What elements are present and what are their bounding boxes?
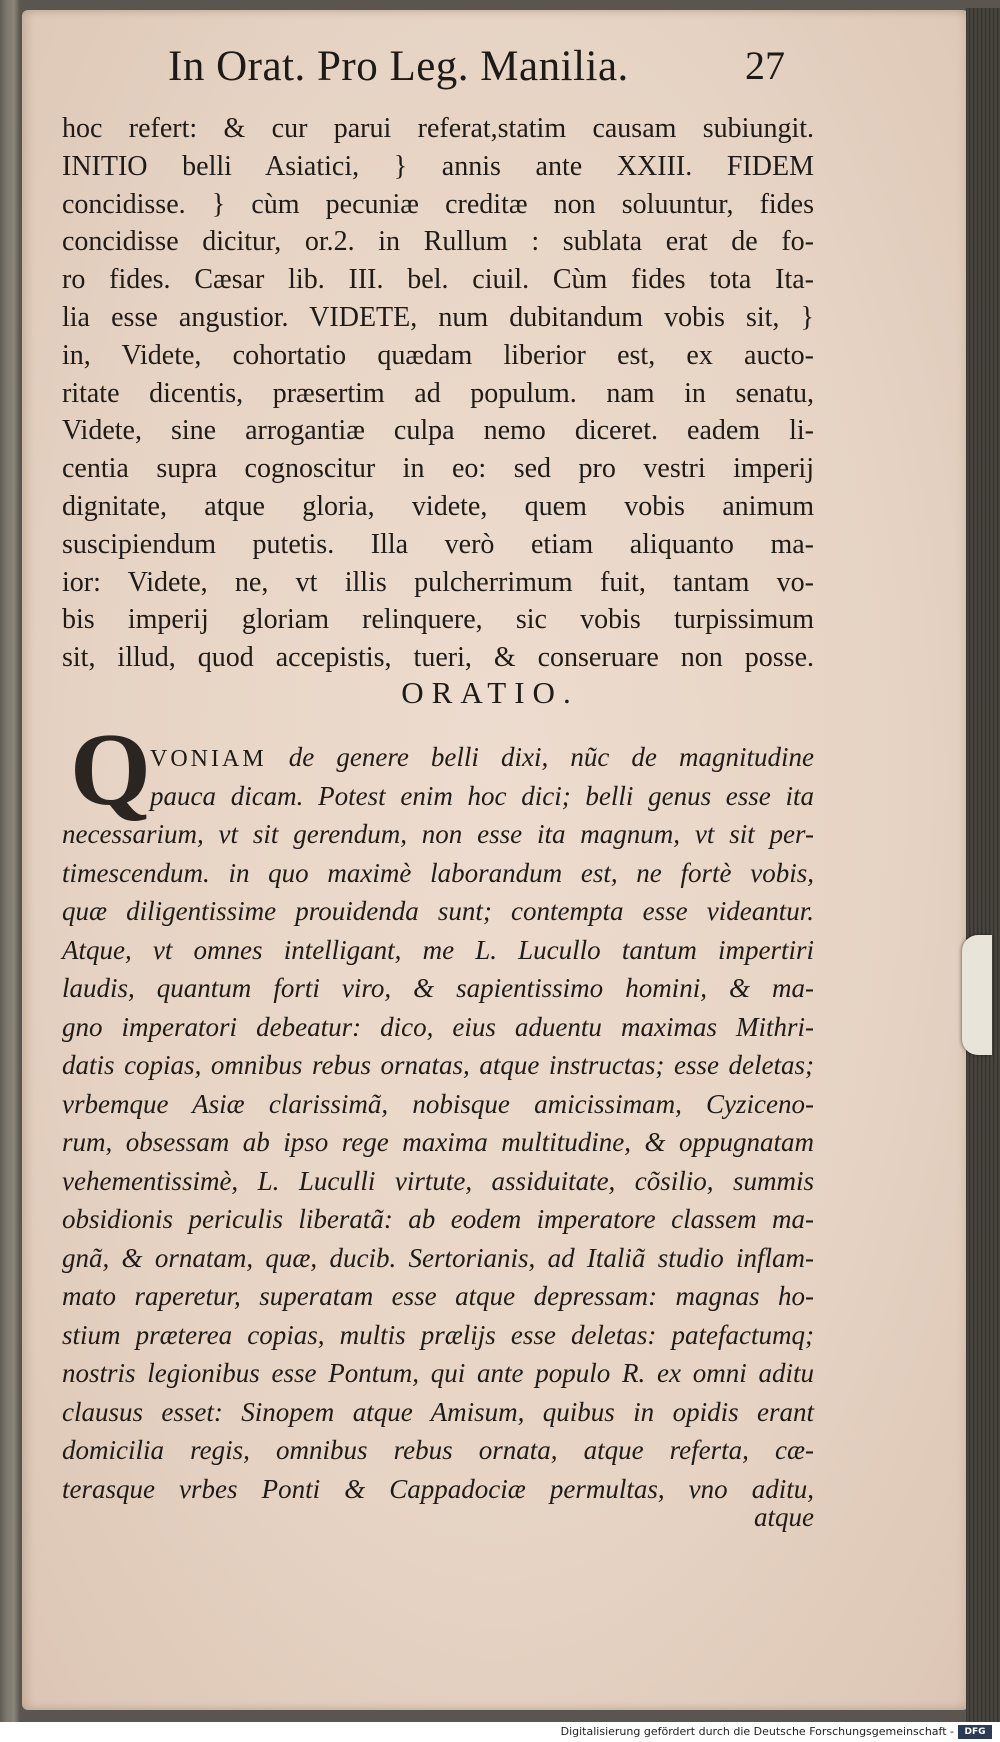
running-head: [0, 42, 1000, 102]
oration-line: clausus esset: Sinopem atque Amisum, quibus in opidis erant: [62, 1396, 814, 1427]
running-head-title: In Orat. Pro Leg. Manilia.: [168, 43, 629, 90]
commentary-line: ritate dicentis, præsertim ad populum. nam in senatu,: [62, 377, 814, 409]
oration-line: nostris legionibus esse Pontum, qui ante populo R. ex omni aditu: [62, 1358, 814, 1388]
commentary-line: concidisse. } cùm pecuniæ creditæ non soluuntur, fides: [62, 188, 814, 220]
oration-line: gno imperatori debeatur: dico, eius aduentu maximas Mithri-: [62, 1011, 814, 1042]
commentary-line: Videte, sine arrogantiæ culpa nemo diceret. eadem li-: [62, 415, 814, 447]
oration-line: rum, obsessam ab ipso rege maxima multitudine, & oppugnatam: [62, 1127, 814, 1157]
drop-cap: Q: [70, 712, 151, 827]
oration-first-word: VONIAM: [150, 746, 267, 772]
oration-line: datis copias, omnibus rebus ornatas, atque instructas; esse deletas;: [62, 1050, 814, 1080]
oration-line: pauca dicam. Potest enim hoc dici; belli genus esse ita: [150, 780, 814, 811]
commentary-line: concidisse dicitur, or.2. in Rullum : sublata erat de fo-: [62, 226, 814, 258]
page-tab: [962, 935, 992, 1055]
commentary-line: hoc refert: & cur parui referat,statim causam subiungit.: [62, 113, 814, 144]
commentary-line: dignitate, atque gloria, videte, quem vobis animum: [62, 490, 814, 522]
oration-block: [62, 738, 814, 1508]
oration-line: vehementissimè, L. Luculli virtute, assiduitate, cõsilio, summis: [62, 1165, 814, 1196]
oration-line: de genere belli dixi, nũc de magnitudine: [288, 742, 815, 772]
commentary-block: [62, 110, 814, 677]
page-edges: [966, 8, 1000, 1728]
oration-heading: [0, 675, 1000, 711]
digitization-footer: [0, 1722, 1000, 1742]
commentary-line: in, Videte, cohortatio quædam liberior est, ex aucto-: [62, 339, 814, 371]
commentary-line: sit, illud, quod accepistis, tueri, & conseruare non posse.: [62, 642, 814, 674]
commentary-line: ior: Videte, ne, vt illis pulcherrimum fuit, tantam vo-: [62, 566, 814, 598]
oration-line: gnã, & ornatam, quæ, ducib. Sertorianis, ad Italiã studio inflam-: [62, 1242, 814, 1273]
dfg-logo: DFG: [958, 1725, 992, 1739]
oration-line: obsidionis periculis liberatã: ab eodem imperatore classem ma-: [62, 1204, 814, 1234]
oration-line: necessarium, vt sit gerendum, non esse ita magnum, vt sit per-: [62, 819, 814, 849]
oration-line: terasque vrbes Ponti & Cappadociæ permultas, vno aditu,: [62, 1473, 814, 1504]
oration-line: laudis, quantum forti viro, & sapientissimo homini, & ma-: [62, 973, 814, 1003]
commentary-line: lia esse angustior. VIDETE, num dubitandum vobis sit, }: [62, 301, 814, 333]
oration-line: quæ diligentissime prouidenda sunt; contempta esse videantur.: [62, 896, 814, 926]
oration-line: Atque, vt omnes intelligant, me L. Lucullo tantum impertiri: [62, 934, 814, 965]
oration-line: domicilia regis, omnibus rebus ornata, atque referta, cæ-: [62, 1435, 814, 1465]
commentary-line: centia supra cognoscitur in eo: sed pro vestri imperij: [62, 453, 814, 485]
oration-line: stium præterea copias, multis prælijs esse deletas: patefactumq;: [62, 1319, 814, 1350]
page-number: 27: [745, 43, 785, 88]
oration-line: vrbemque Asiæ clarissimã, nobisque amicissimam, Cyziceno-: [62, 1088, 814, 1119]
catchword: atque: [754, 1502, 814, 1532]
commentary-line: INITIO belli Asiatici, } annis ante XXIII. FIDEM: [62, 150, 814, 182]
oration-line: timescendum. in quo maximè laborandum est, ne fortè vobis,: [62, 857, 814, 888]
footer-credit: Digitalisierung gefördert durch die Deutsche Forschungsgemeinschaft -: [560, 1725, 954, 1738]
commentary-line: suscipiendum putetis. Illa verò etiam aliquanto ma-: [62, 528, 814, 560]
oration-line: mato raperetur, superatam esse atque depressam: magnas ho-: [62, 1281, 814, 1311]
oration-heading-text: ORATIO.: [401, 675, 579, 710]
commentary-line: bis imperij gloriam relinquere, sic vobis turpissimum: [62, 604, 814, 636]
commentary-line: ro fides. Cæsar lib. III. bel. ciuil. Cùm fides tota Ita-: [62, 264, 814, 296]
oration-first-line: [62, 738, 814, 777]
